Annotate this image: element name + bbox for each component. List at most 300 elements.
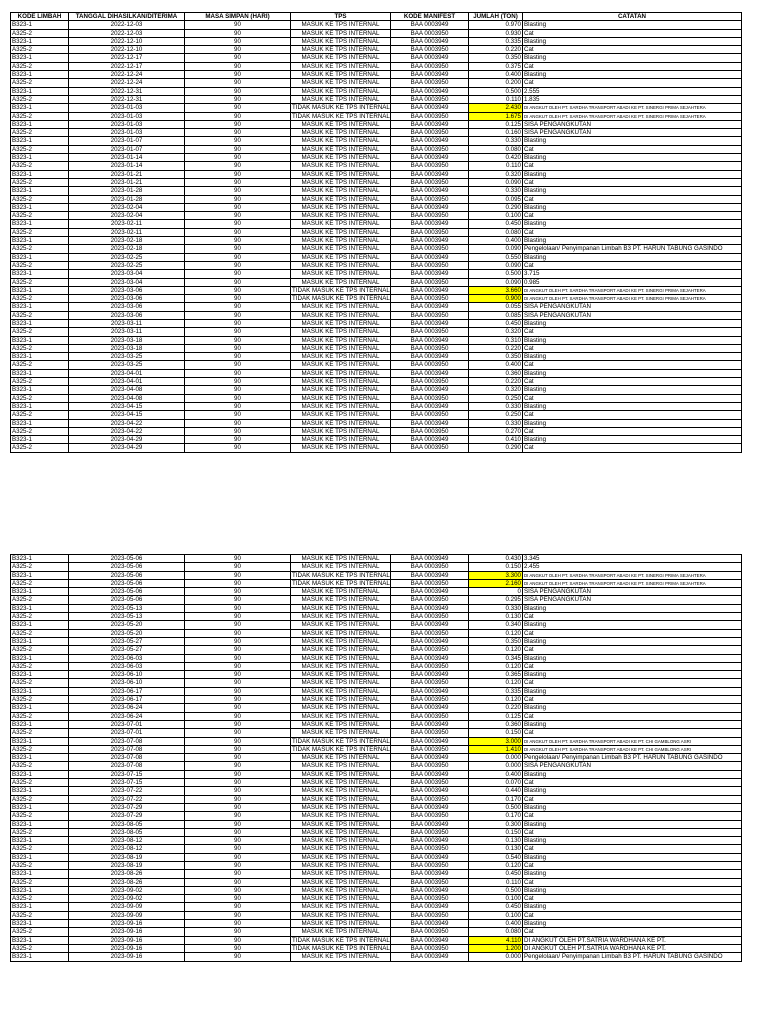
tps-cell: MASUK KE TPS INTERNAL <box>291 654 391 662</box>
catatan-cell: DI ANGKUT OLEH PT.SATRIA WARDHANA KE PT. <box>523 944 742 952</box>
tanggal-cell: 2023-01-28 <box>69 195 185 203</box>
kode-manifest-cell: BAA 0003950 <box>391 828 469 836</box>
kode-manifest-cell: BAA 0003950 <box>391 112 469 120</box>
masa-simpan-cell: 90 <box>185 29 291 37</box>
catatan-cell: Blasting <box>523 353 742 361</box>
tps-cell: MASUK KE TPS INTERNAL <box>291 87 391 95</box>
table-row <box>11 629 742 637</box>
kode-limbah-cell: A325-2 <box>11 828 69 836</box>
table-row <box>11 71 742 79</box>
tanggal-cell: 2023-03-06 <box>69 303 185 311</box>
tanggal-cell: 2023-08-26 <box>69 870 185 878</box>
tanggal-cell: 2023-04-08 <box>69 394 185 402</box>
masa-simpan-cell: 90 <box>185 295 291 303</box>
kode-manifest-cell: BAA 0003950 <box>391 311 469 319</box>
kode-limbah-cell: B323-1 <box>11 770 69 778</box>
catatan-cell: Blasting <box>523 820 742 828</box>
catatan-cell: Cat <box>523 411 742 419</box>
table-row <box>11 378 742 386</box>
kode-manifest-cell: BAA 0003949 <box>391 936 469 944</box>
kode-limbah-cell: B323-1 <box>11 588 69 596</box>
jumlah-cell: 0.295 <box>469 596 523 604</box>
kode-limbah-cell: B323-1 <box>11 319 69 327</box>
catatan-cell: Blasting <box>523 654 742 662</box>
catatan-cell: Cat <box>523 162 742 170</box>
tanggal-cell: 2023-04-15 <box>69 411 185 419</box>
tanggal-cell: 2023-01-07 <box>69 137 185 145</box>
table-row <box>11 286 742 294</box>
table-row <box>11 953 742 961</box>
table-row <box>11 419 742 427</box>
kode-limbah-cell: A325-2 <box>11 596 69 604</box>
tps-cell: MASUK KE TPS INTERNAL <box>291 837 391 845</box>
masa-simpan-cell: 90 <box>185 579 291 587</box>
tanggal-cell: 2023-06-24 <box>69 704 185 712</box>
kode-limbah-cell: A325-2 <box>11 629 69 637</box>
tps-cell: TIDAK MASUK KE TPS INTERNAL <box>292 944 390 952</box>
kode-manifest-cell: BAA 0003949 <box>391 671 469 679</box>
catatan-cell: Cat <box>523 344 742 352</box>
table-row <box>11 928 742 936</box>
table-row <box>11 737 742 745</box>
masa-simpan-cell: 90 <box>185 278 291 286</box>
tanggal-cell: 2023-09-16 <box>69 944 185 952</box>
table-row <box>11 436 742 444</box>
kode-limbah-cell: A325-2 <box>11 779 69 787</box>
table-row <box>11 820 742 828</box>
kode-limbah-cell: B323-1 <box>11 137 69 145</box>
jumlah-cell: 0.110 <box>469 162 523 170</box>
masa-simpan-cell: 90 <box>185 870 291 878</box>
tanggal-cell: 2022-12-17 <box>69 54 185 62</box>
table-row <box>11 295 742 303</box>
tps-cell: MASUK KE TPS INTERNAL <box>291 795 391 803</box>
catatan-cell: Blasting <box>523 54 742 62</box>
catatan-cell: Blasting <box>523 704 742 712</box>
tps-cell: MASUK KE TPS INTERNAL <box>291 353 391 361</box>
jumlah-cell: 0.360 <box>469 720 523 728</box>
tanggal-cell: 2023-05-20 <box>69 629 185 637</box>
masa-simpan-cell: 90 <box>185 563 291 571</box>
kode-manifest-cell: BAA 0003950 <box>391 62 469 70</box>
table-row <box>11 162 742 170</box>
kode-manifest-cell: BAA 0003950 <box>391 845 469 853</box>
table-row <box>11 270 742 278</box>
jumlah-cell: 0.310 <box>469 336 523 344</box>
tanggal-cell: 2023-09-02 <box>69 895 185 903</box>
tanggal-cell: 2023-05-06 <box>69 571 185 579</box>
kode-limbah-cell: A325-2 <box>11 394 69 402</box>
kode-manifest-cell: BAA 0003950 <box>391 596 469 604</box>
kode-manifest-cell: BAA 0003949 <box>391 154 469 162</box>
kode-manifest-cell: BAA 0003949 <box>391 604 469 612</box>
kode-manifest-cell: BAA 0003949 <box>391 87 469 95</box>
tanggal-cell: 2023-07-08 <box>69 737 185 745</box>
jumlah-cell: 0.120 <box>469 696 523 704</box>
jumlah-cell: 0.900 <box>469 295 523 303</box>
jumlah-cell: 0.330 <box>469 187 523 195</box>
tanggal-cell: 2023-05-27 <box>69 637 185 645</box>
kode-limbah-cell: B323-1 <box>11 21 69 29</box>
jumlah-cell: 0.220 <box>469 46 523 54</box>
kode-limbah-cell: A325-2 <box>11 261 69 269</box>
kode-manifest-cell: BAA 0003949 <box>391 137 469 145</box>
kode-limbah-cell: A325-2 <box>11 579 69 587</box>
tanggal-cell: 2023-09-02 <box>69 886 185 894</box>
kode-manifest-cell: BAA 0003950 <box>391 212 469 220</box>
catatan-cell: Cat <box>523 145 742 153</box>
masa-simpan-cell: 90 <box>185 853 291 861</box>
masa-simpan-cell: 90 <box>185 895 291 903</box>
catatan-cell: SISA PENGANGKUTAN <box>523 588 742 596</box>
jumlah-cell: 0.340 <box>469 621 523 629</box>
masa-simpan-cell: 90 <box>185 303 291 311</box>
catatan-cell: DI ANGKUT OLEH PT. SARDHA TRANSPORT ABADI KE PT. CHI GAMBLONG ASRI <box>523 745 742 753</box>
masa-simpan-cell: 90 <box>185 21 291 29</box>
kode-limbah-cell: A325-2 <box>11 411 69 419</box>
tanggal-cell: 2023-07-22 <box>69 787 185 795</box>
table-row <box>11 795 742 803</box>
table-row <box>11 920 742 928</box>
catatan-cell: Blasting <box>523 870 742 878</box>
catatan-cell: Blasting <box>523 803 742 811</box>
kode-manifest-cell: BAA 0003950 <box>391 911 469 919</box>
jumlah-cell: 0.200 <box>469 79 523 87</box>
masa-simpan-cell: 90 <box>185 253 291 261</box>
kode-limbah-cell: B323-1 <box>11 870 69 878</box>
kode-manifest-cell: BAA 0003949 <box>391 853 469 861</box>
masa-simpan-cell: 90 <box>185 402 291 410</box>
kode-manifest-cell: BAA 0003949 <box>391 54 469 62</box>
jumlah-cell: 0.330 <box>469 402 523 410</box>
masa-simpan-cell: 90 <box>185 604 291 612</box>
masa-simpan-cell: 90 <box>185 203 291 211</box>
jumlah-cell: 0.345 <box>469 654 523 662</box>
kode-limbah-cell: B323-1 <box>11 920 69 928</box>
tps-cell: MASUK KE TPS INTERNAL <box>291 687 391 695</box>
tanggal-cell: 2023-04-15 <box>69 402 185 410</box>
catatan-cell: Cat <box>523 361 742 369</box>
jumlah-cell: 0.220 <box>469 378 523 386</box>
kode-limbah-cell: B323-1 <box>11 303 69 311</box>
table-row <box>11 704 742 712</box>
catatan-cell: Cat <box>523 662 742 670</box>
jumlah-cell: 0.400 <box>469 71 523 79</box>
table-row <box>11 104 742 112</box>
tps-cell: MASUK KE TPS INTERNAL <box>291 336 391 344</box>
tanggal-cell: 2023-02-04 <box>69 212 185 220</box>
masa-simpan-cell: 90 <box>185 646 291 654</box>
tps-cell: TIDAK MASUK KE TPS INTERNAL <box>292 104 390 112</box>
tanggal-cell: 2023-07-22 <box>69 795 185 803</box>
tps-cell: MASUK KE TPS INTERNAL <box>291 621 391 629</box>
catatan-cell: Cat <box>523 195 742 203</box>
table-row <box>11 154 742 162</box>
kode-limbah-cell: B323-1 <box>11 369 69 377</box>
tps-cell: MASUK KE TPS INTERNAL <box>291 754 391 762</box>
tps-cell: MASUK KE TPS INTERNAL <box>291 878 391 886</box>
jumlah-cell: 0.120 <box>469 861 523 869</box>
header-catatan: CATATAN <box>523 13 742 21</box>
jumlah-cell: 0.150 <box>469 828 523 836</box>
masa-simpan-cell: 90 <box>185 104 291 112</box>
kode-limbah-cell: A325-2 <box>11 62 69 70</box>
kode-manifest-cell: BAA 0003950 <box>391 679 469 687</box>
table-row <box>11 812 742 820</box>
catatan-cell: Blasting <box>523 21 742 29</box>
tanggal-cell: 2023-01-03 <box>69 129 185 137</box>
table-row <box>11 46 742 54</box>
tps-cell: TIDAK MASUK KE TPS INTERNAL <box>292 571 390 579</box>
catatan-cell: SISA PENGANGKUTAN <box>523 129 742 137</box>
tps-cell: MASUK KE TPS INTERNAL <box>291 369 391 377</box>
tps-cell: TIDAK MASUK KE TPS INTERNAL <box>292 286 390 294</box>
table-row <box>11 29 742 37</box>
jumlah-cell: 0.970 <box>469 21 523 29</box>
tanggal-cell: 2023-09-16 <box>69 928 185 936</box>
masa-simpan-cell: 90 <box>185 787 291 795</box>
kode-limbah-cell: B323-1 <box>11 571 69 579</box>
table-row <box>11 637 742 645</box>
table-row <box>11 79 742 87</box>
catatan-cell: SISA PENGANGKUTAN <box>523 762 742 770</box>
masa-simpan-cell: 90 <box>185 353 291 361</box>
catatan-cell: DI ANGKUT OLEH PT. SARDHA TRANSPORT ABADI KE PT. SINERGI PRIMA SEJAHTERA <box>523 112 742 120</box>
kode-manifest-cell: BAA 0003949 <box>391 336 469 344</box>
jumlah-cell: 2.430 <box>469 104 523 112</box>
tps-cell: MASUK KE TPS INTERNAL <box>291 328 391 336</box>
tps-cell: MASUK KE TPS INTERNAL <box>291 770 391 778</box>
kode-manifest-cell: BAA 0003949 <box>391 319 469 327</box>
masa-simpan-cell: 90 <box>185 378 291 386</box>
tanggal-cell: 2023-06-24 <box>69 712 185 720</box>
kode-limbah-cell: A325-2 <box>11 295 69 303</box>
tps-cell: MASUK KE TPS INTERNAL <box>291 953 391 961</box>
tps-cell: MASUK KE TPS INTERNAL <box>291 311 391 319</box>
masa-simpan-cell: 90 <box>185 613 291 621</box>
masa-simpan-cell: 90 <box>185 361 291 369</box>
kode-manifest-cell: BAA 0003949 <box>391 253 469 261</box>
tanggal-cell: 2023-08-12 <box>69 845 185 853</box>
tps-cell: MASUK KE TPS INTERNAL <box>291 820 391 828</box>
catatan-cell: Blasting <box>523 237 742 245</box>
kode-limbah-cell: A325-2 <box>11 328 69 336</box>
jumlah-cell: 0.400 <box>469 920 523 928</box>
masa-simpan-cell: 90 <box>185 228 291 236</box>
table-row <box>11 662 742 670</box>
kode-limbah-cell: B323-1 <box>11 886 69 894</box>
masa-simpan-cell: 90 <box>185 878 291 886</box>
tps-cell: MASUK KE TPS INTERNAL <box>291 195 391 203</box>
masa-simpan-cell: 90 <box>185 588 291 596</box>
tps-cell: MASUK KE TPS INTERNAL <box>291 212 391 220</box>
masa-simpan-cell: 90 <box>185 928 291 936</box>
masa-simpan-cell: 90 <box>185 261 291 269</box>
kode-manifest-cell: BAA 0003950 <box>391 646 469 654</box>
masa-simpan-cell: 90 <box>185 129 291 137</box>
kode-limbah-cell: B323-1 <box>11 220 69 228</box>
tps-cell: MASUK KE TPS INTERNAL <box>291 563 391 571</box>
kode-limbah-cell: B323-1 <box>11 803 69 811</box>
tps-cell: TIDAK MASUK KE TPS INTERNAL <box>292 112 390 120</box>
masa-simpan-cell: 90 <box>185 770 291 778</box>
tps-cell: MASUK KE TPS INTERNAL <box>291 303 391 311</box>
kode-limbah-cell: A325-2 <box>11 928 69 936</box>
kode-manifest-cell: BAA 0003950 <box>391 245 469 253</box>
kode-manifest-cell: BAA 0003950 <box>391 563 469 571</box>
tps-cell: MASUK KE TPS INTERNAL <box>291 411 391 419</box>
tps-cell: MASUK KE TPS INTERNAL <box>291 629 391 637</box>
masa-simpan-cell: 90 <box>185 729 291 737</box>
tanggal-cell: 2023-01-21 <box>69 178 185 186</box>
table-row <box>11 621 742 629</box>
kode-manifest-cell: BAA 0003949 <box>391 803 469 811</box>
jumlah-cell: 0.290 <box>469 444 523 452</box>
masa-simpan-cell: 90 <box>185 162 291 170</box>
catatan-cell: Cat <box>523 795 742 803</box>
kode-manifest-cell: BAA 0003949 <box>391 770 469 778</box>
jumlah-cell: 0.000 <box>469 754 523 762</box>
jumlah-cell: 0.125 <box>469 712 523 720</box>
catatan-cell: Blasting <box>523 71 742 79</box>
kode-manifest-cell: BAA 0003950 <box>391 261 469 269</box>
table-row <box>11 112 742 120</box>
catatan-cell: DI ANGKUT OLEH PT. SARDHA TRANSPORT ABADI KE PT. SINERGI PRIMA SEJAHTERA <box>523 104 742 112</box>
tps-cell: MASUK KE TPS INTERNAL <box>291 253 391 261</box>
tps-cell: MASUK KE TPS INTERNAL <box>291 154 391 162</box>
tps-cell: MASUK KE TPS INTERNAL <box>291 853 391 861</box>
table-row <box>11 870 742 878</box>
catatan-cell: Cat <box>523 878 742 886</box>
tanggal-cell: 2023-05-06 <box>69 563 185 571</box>
kode-manifest-cell: BAA 0003949 <box>391 170 469 178</box>
kode-limbah-cell: B323-1 <box>11 671 69 679</box>
catatan-cell: 3.345 <box>523 555 742 563</box>
jumlah-cell: 0.320 <box>469 170 523 178</box>
tanggal-cell: 2023-09-09 <box>69 903 185 911</box>
jumlah-cell: 0.320 <box>469 386 523 394</box>
tanggal-cell: 2023-01-07 <box>69 145 185 153</box>
masa-simpan-cell: 90 <box>185 845 291 853</box>
jumlah-cell: 0.120 <box>469 679 523 687</box>
waste-log-table-2 <box>10 554 742 962</box>
catatan-cell: DI ANGKUT OLEH PT. SARDHA TRANSPORT ABADI KE PT. SINERGI PRIMA SEJAHTERA <box>523 286 742 294</box>
tps-cell: MASUK KE TPS INTERNAL <box>291 170 391 178</box>
table-row <box>11 353 742 361</box>
catatan-cell: DI ANGKUT OLEH PT. SARDHA TRANSPORT ABADI KE PT. CHI GAMBLONG ASRI <box>523 737 742 745</box>
table-row <box>11 745 742 753</box>
catatan-cell: Blasting <box>523 336 742 344</box>
kode-limbah-cell: A325-2 <box>11 178 69 186</box>
jumlah-cell: 0.400 <box>469 237 523 245</box>
jumlah-cell: 0.120 <box>469 629 523 637</box>
tanggal-cell: 2023-01-14 <box>69 154 185 162</box>
table-row <box>11 878 742 886</box>
masa-simpan-cell: 90 <box>185 137 291 145</box>
jumlah-cell: 0.090 <box>469 178 523 186</box>
jumlah-cell: 0.085 <box>469 311 523 319</box>
tanggal-cell: 2023-07-29 <box>69 812 185 820</box>
masa-simpan-cell: 90 <box>185 71 291 79</box>
table-row <box>11 311 742 319</box>
tanggal-cell: 2023-03-18 <box>69 344 185 352</box>
kode-manifest-cell: BAA 0003950 <box>391 712 469 720</box>
masa-simpan-cell: 90 <box>185 762 291 770</box>
tps-cell: MASUK KE TPS INTERNAL <box>291 419 391 427</box>
kode-manifest-cell: BAA 0003949 <box>391 870 469 878</box>
kode-manifest-cell: BAA 0003949 <box>391 637 469 645</box>
kode-manifest-cell: BAA 0003949 <box>391 71 469 79</box>
masa-simpan-cell: 90 <box>185 571 291 579</box>
jumlah-cell: 0.150 <box>469 563 523 571</box>
catatan-cell: Pengelolaan/ Penyimpanan Limbah B3 PT. HARUN TABUNG GASINDO <box>523 953 742 961</box>
catatan-cell: DI ANGKUT OLEH PT. SARDHA TRANSPORT ABADI KE PT. SINERGI PRIMA SEJAHTERA <box>523 295 742 303</box>
tanggal-cell: 2023-07-15 <box>69 770 185 778</box>
tanggal-cell: 2023-05-06 <box>69 555 185 563</box>
table-row <box>11 861 742 869</box>
jumlah-cell: 0.250 <box>469 394 523 402</box>
tps-cell: MASUK KE TPS INTERNAL <box>291 861 391 869</box>
kode-manifest-cell: BAA 0003950 <box>391 662 469 670</box>
kode-manifest-cell: BAA 0003949 <box>391 303 469 311</box>
tps-cell: MASUK KE TPS INTERNAL <box>291 845 391 853</box>
kode-manifest-cell: BAA 0003949 <box>391 187 469 195</box>
table-row <box>11 579 742 587</box>
masa-simpan-cell: 90 <box>185 720 291 728</box>
catatan-cell: Cat <box>523 378 742 386</box>
kode-limbah-cell: A325-2 <box>11 613 69 621</box>
kode-manifest-cell: BAA 0003950 <box>391 928 469 936</box>
table-row <box>11 696 742 704</box>
tps-cell: MASUK KE TPS INTERNAL <box>291 911 391 919</box>
masa-simpan-cell: 90 <box>185 444 291 452</box>
kode-manifest-cell: BAA 0003949 <box>391 419 469 427</box>
tanggal-cell: 2023-09-16 <box>69 953 185 961</box>
kode-manifest-cell: BAA 0003950 <box>391 444 469 452</box>
jumlah-cell: 0.220 <box>469 704 523 712</box>
masa-simpan-cell: 90 <box>185 596 291 604</box>
kode-limbah-cell: A325-2 <box>11 195 69 203</box>
table-row <box>11 770 742 778</box>
tanggal-cell: 2023-08-05 <box>69 820 185 828</box>
tanggal-cell: 2022-12-17 <box>69 62 185 70</box>
kode-limbah-cell: B323-1 <box>11 787 69 795</box>
kode-manifest-cell: BAA 0003950 <box>391 378 469 386</box>
tanggal-cell: 2023-07-01 <box>69 720 185 728</box>
tanggal-cell: 2022-12-03 <box>69 21 185 29</box>
kode-limbah-cell: A325-2 <box>11 762 69 770</box>
kode-limbah-cell: A325-2 <box>11 129 69 137</box>
kode-limbah-cell: B323-1 <box>11 120 69 128</box>
catatan-cell: DI ANGKUT OLEH PT. SARDHA TRANSPORT ABADI KE PT. SINERGI PRIMA SEJAHTERA <box>523 579 742 587</box>
kode-limbah-cell: B323-1 <box>11 104 69 112</box>
header-tps: TPS <box>291 13 391 21</box>
tanggal-cell: 2023-06-17 <box>69 687 185 695</box>
jumlah-cell: 0.130 <box>469 613 523 621</box>
table-row <box>11 178 742 186</box>
kode-limbah-cell: A325-2 <box>11 245 69 253</box>
table-row <box>11 679 742 687</box>
tanggal-cell: 2023-07-08 <box>69 754 185 762</box>
kode-manifest-cell: BAA 0003949 <box>391 820 469 828</box>
table-row <box>11 646 742 654</box>
tps-cell: MASUK KE TPS INTERNAL <box>291 187 391 195</box>
tanggal-cell: 2023-02-25 <box>69 253 185 261</box>
catatan-cell: Cat <box>523 178 742 186</box>
masa-simpan-cell: 90 <box>185 344 291 352</box>
kode-manifest-cell: BAA 0003950 <box>391 579 469 587</box>
jumlah-cell: 0.330 <box>469 137 523 145</box>
